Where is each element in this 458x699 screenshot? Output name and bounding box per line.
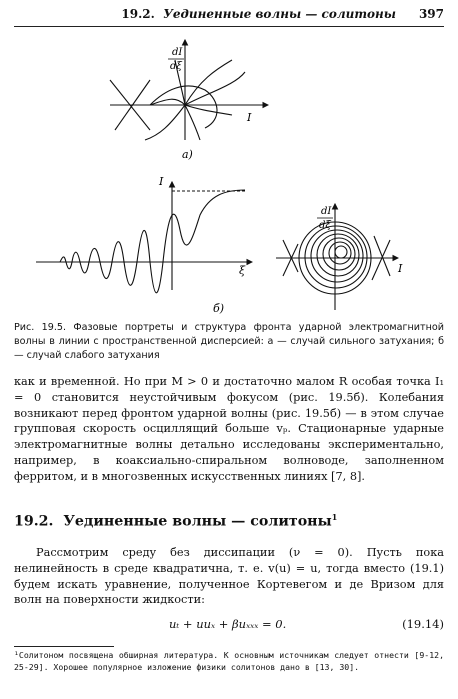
panel-b-waveform [36, 182, 252, 293]
panel-b-separatrix [283, 244, 298, 276]
panel-b-portrait-xlabel: I [398, 262, 403, 275]
page-number: 397 [418, 7, 444, 21]
panel-b-phase-portrait [276, 204, 398, 310]
panel-a-xlabel: I [247, 111, 252, 124]
panel-b-label: б) [213, 302, 225, 315]
panel-a-trajectory [185, 105, 232, 115]
panel-b-spiral-ring [305, 226, 367, 288]
panel-a-label: а) [182, 148, 193, 161]
panel-a-phase-portrait [110, 40, 268, 140]
panel-b-separatrix [283, 240, 298, 272]
section-heading-number: 19.2. [14, 513, 54, 530]
panel-a-trajectory [185, 105, 200, 140]
panel-b-spiral-ring [335, 246, 347, 258]
equation-number: (19.14) [402, 617, 444, 631]
section-heading-footnote-mark: 1 [331, 512, 338, 522]
panel-b-spiral-ring [323, 238, 355, 270]
section-heading-title: Уединенные волны — солитоны [63, 513, 332, 530]
panel-b-separatrix [372, 240, 390, 280]
panel-a-ylabel-den: dξ [170, 61, 182, 72]
equation-19-14 [14, 617, 444, 635]
figure-caption: Рис. 19.5. Фазовые портреты и структура фронта ударной электромагнитной волны в линии с пространственной дисперсией: а — случай сильного затухания; б — случай слабого затухания [14, 322, 444, 361]
panel-a-ylabel-num: dI [172, 47, 183, 58]
footnote: ¹Солитоном посвящена обширная литература. К основным источникам следует отнести [9-12, 25-29]. Хорошее популярное изложение физики солитонов дано в [13, 30]. [14, 650, 444, 672]
paragraph-2: Рассмотрим среду без диссипации (ν = 0). Пусть пока нелинейность в среде квадратична, т. е. v(u) = u, тогда вместо (19.1) будем искать уравнение, полученное Кортевегом и де Вризом для волн на поверхности жидкости: [14, 546, 444, 607]
panel-b-portrait-ylabel-den: dξ [319, 220, 331, 231]
panel-b-waveform-curve [60, 190, 245, 293]
panel-b-spiral-ring [329, 242, 351, 264]
panel-b-waveform-ylabel: I [159, 175, 164, 188]
panel-a-trajectory [145, 105, 185, 140]
panel-b-waveform-xlabel: ξ [239, 264, 246, 277]
running-head-section-number: 19.2. [121, 7, 155, 21]
paragraph-1: как и временной. Но при M > 0 и достаточно малом R особая точка I₁ = 0 становится неустойчивым фокусом (рис. 19.5б). Колебания возникают перед фронтом ударной волны (рис. 19.5б) — в этом случае групповая скорость осциллящий больше vₚ. Стационарные ударные электромагнитные волны детально исследованы экспериментально, например, в коаксиально-спиральном волноводе, заполненном ферритом, и в многозвенных искусственных линиях [7, 8]. [14, 375, 444, 483]
section-heading [14, 512, 444, 530]
footnote-rule [14, 646, 114, 647]
panel-b-portrait-ylabel-num: dI [321, 206, 332, 217]
equation-text: uₜ + uuₓ + βuₓₓₓ = 0. [169, 617, 287, 631]
running-head-section-title: Уединенные волны — солитоны [163, 7, 396, 21]
figure-19-5 [0, 0, 458, 320]
panel-a-trajectory [185, 60, 232, 105]
